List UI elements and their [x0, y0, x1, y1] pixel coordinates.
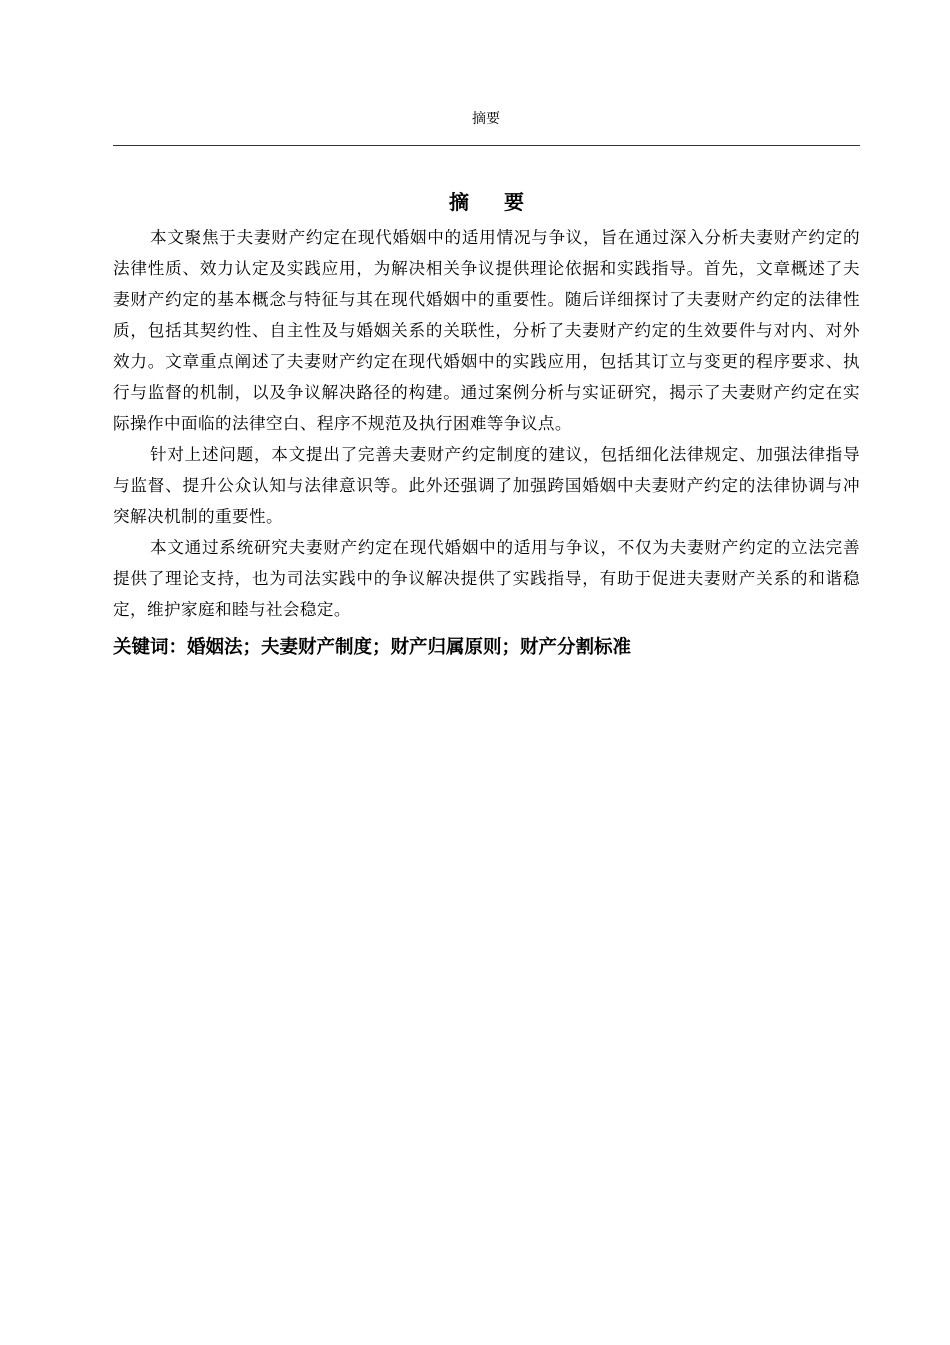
- abstract-paragraph-1: 本文聚焦于夫妻财产约定在现代婚姻中的适用情况与争议，旨在通过深入分析夫妻财产约定的法律性质、效力认定及实践应用，为解决相关争议提供理论依据和实践指导。首先，文章概述了夫妻财产约定的基本概念与特征与其在现代婚姻中的重要性。随后详细探讨了夫妻财产约定的法律性质，包括其契约性、自主性及与婚姻关系的关联性，分析了夫妻财产约定的生效要件与对内、对外效力。文章重点阐述了夫妻财产约定在现代婚姻中的实践应用，包括其订立与变更的程序要求、执行与监督的机制，以及争议解决路径的构建。通过案例分析与实证研究，揭示了夫妻财产约定在实际操作中面临的法律空白、程序不规范及执行困难等争议点。: [113, 228, 860, 433]
- abstract-section: [113, 186, 860, 663]
- keywords-line: 关键词：婚姻法；夫妻财产制度；财产归属原则；财产分割标准: [113, 637, 632, 658]
- abstract-title: 摘 要: [449, 190, 538, 214]
- running-header: 摘要: [472, 111, 500, 127]
- abstract-paragraph-3: 本文通过系统研究夫妻财产约定在现代婚姻中的适用与争议，不仅为夫妻财产约定的立法完善提供了理论支持，也为司法实践中的争议解决提供了实践指导，有助于促进夫妻财产关系的和谐稳定，维护家庭和睦与社会稳定。: [113, 538, 860, 619]
- abstract-paragraph-2: 针对上述问题，本文提出了完善夫妻财产约定制度的建议，包括细化法律规定、加强法律指导与监督、提升公众认知与法律意识等。此外还强调了加强跨国婚姻中夫妻财产约定的法律协调与冲突解决机制的重要性。: [113, 445, 860, 526]
- header-divider: [113, 145, 860, 146]
